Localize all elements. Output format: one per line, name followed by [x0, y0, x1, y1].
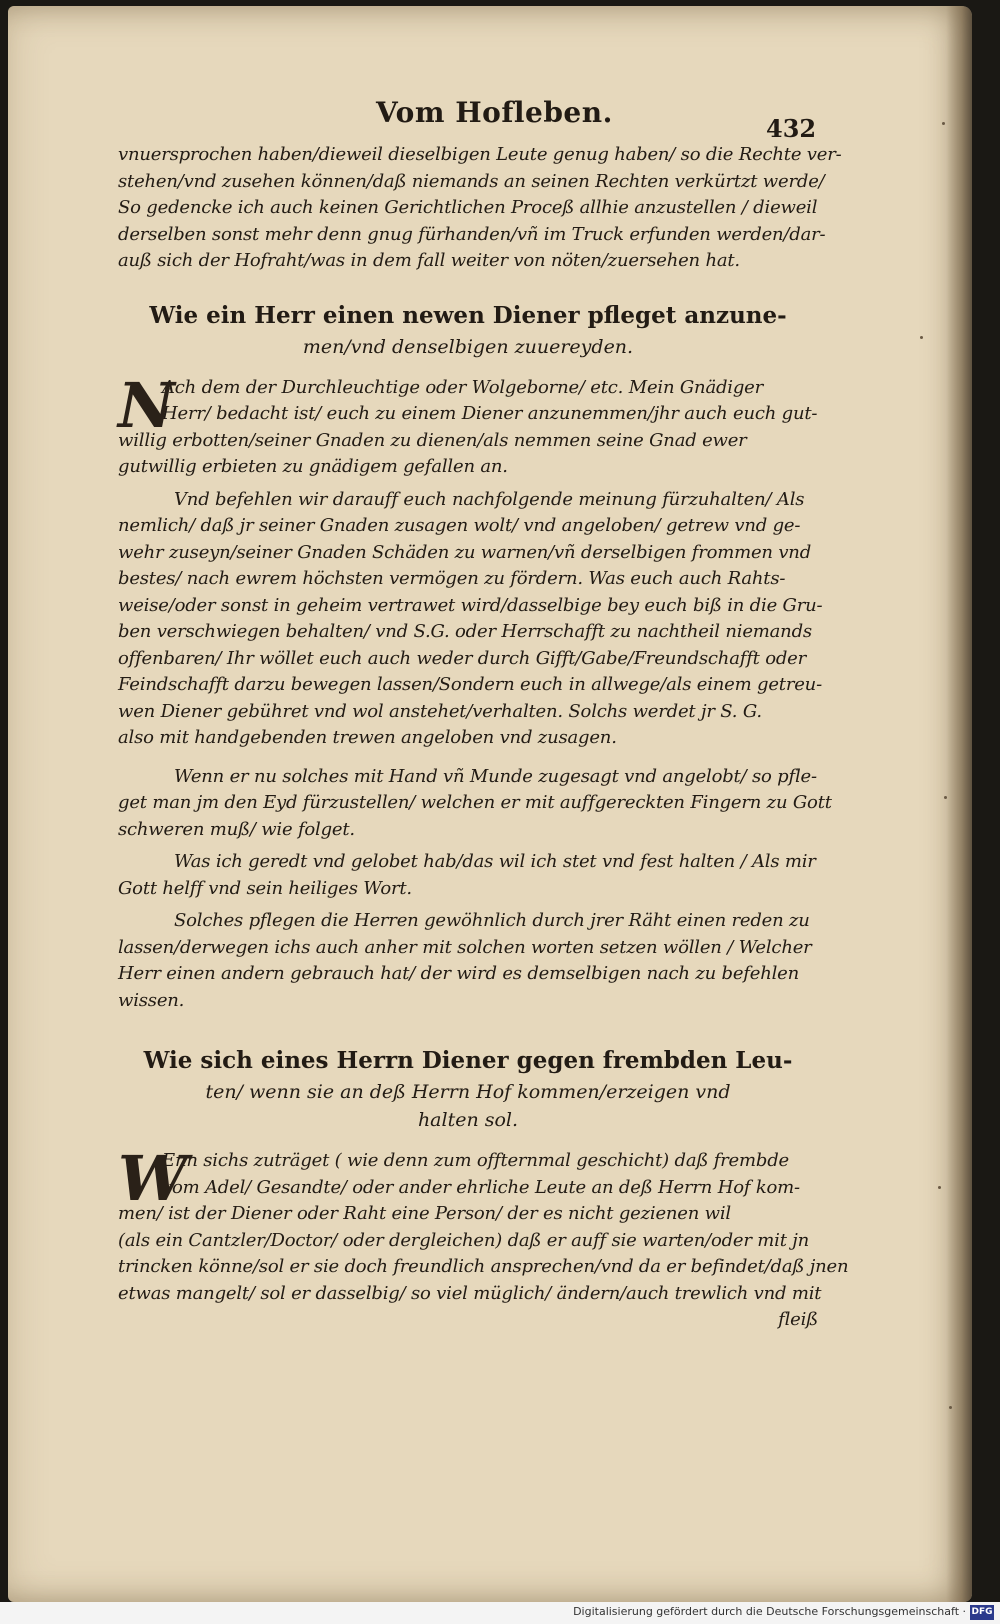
text-line: (als ein Cantzler/Doctor/ oder dergleichen) daß er auff sie warten/oder mit jn: [118, 1229, 810, 1251]
footer-credit: Digitalisierung gefördert durch die Deutsche Forschungsgemeinschaft ·: [573, 1605, 966, 1618]
text-line: Enn sichs zuträget ( wie denn zum offternmal geschicht) daß frembde: [162, 1150, 789, 1171]
page-edge-shadow: [946, 6, 972, 1602]
text-line: gutwillig erbieten zu gnädigem gefallen an.: [118, 456, 508, 477]
text-line: offenbaren/ Ihr wöllet euch auch weder durch Gifft/Gabe/Freundschafft oder: [118, 647, 807, 669]
text-line: auß sich der Hofraht/was in dem fall weiter von nöten/zuersehen hat.: [118, 250, 740, 271]
text-line: get man jm den Eyd fürzustellen/ welchen er mit auffgereckten Fingern zu Gott: [118, 792, 832, 813]
opening-paragraph: [118, 142, 842, 275]
text-line: Was ich geredt vnd gelobet hab/das wil ich stet vnd fest halten / Als mir: [174, 851, 816, 872]
text-line: Solches pflegen die Herren gewöhnlich durch jrer Räht einen reden zu: [174, 910, 810, 931]
catchword: fleiß: [778, 1309, 818, 1330]
paper-speck: [942, 122, 945, 125]
paper-speck: [949, 1406, 952, 1409]
page-content: [118, 94, 849, 1334]
text-line: nemlich/ daß jr seiner Gnaden zusagen wolt/ vnd angeloben/ getrew vnd ge-: [118, 515, 801, 536]
text-line: Herr/ bedacht ist/ euch zu einem Diener anzunemmen/jhr auch euch gut-: [162, 403, 818, 424]
text-line: willig erbotten/seiner Gnaden zu dienen/als nemmen seine Gnad ewer: [118, 429, 747, 451]
text-line: Ach dem der Durchleuchtige oder Wolgeborne/ etc. Mein Gnädiger: [162, 376, 764, 398]
paragraph-with-initial: [118, 368, 818, 481]
text-line: wissen.: [118, 989, 185, 1011]
running-head: [118, 94, 818, 142]
text-line: Vnd befehlen wir darauff euch nachfolgende meinung fürzuhalten/ Als: [174, 488, 805, 510]
drop-capital: W: [118, 1142, 188, 1215]
heading-line: Wie ein Herr einen newen Diener pfleget anzune-: [149, 301, 787, 329]
paper-speck: [944, 796, 947, 799]
paper-speck: [938, 1186, 941, 1189]
text-line: So gedencke ich auch keinen Gerichtlichen Proceß allhie anzustellen / dieweil: [118, 197, 818, 218]
heading-line: Wie sich eines Herrn Diener gegen frembden Leu-: [143, 1047, 793, 1074]
text-line: wehr zuseyn/seiner Gnaden Schäden zu warnen/vñ derselbigen frommen vnd: [118, 541, 812, 563]
paper-speck: [920, 336, 923, 339]
text-line: etwas mangelt/ sol er dasselbig/ so viel müglich/ ändern/auch trewlich vnd mit: [118, 1282, 822, 1304]
book-page: [8, 6, 972, 1602]
oath-paragraph: [118, 849, 818, 902]
text-line: men/ ist der Diener oder Raht eine Person/ der es nicht gezienen wil: [118, 1203, 731, 1224]
digitization-footer: [0, 1602, 1000, 1624]
text-line: also mit handgebenden trewen angeloben vnd zusagen.: [118, 727, 617, 748]
text-line: wen Diener gebühret vnd wol anstehet/verhalten. Solchs werdet jr S. G.: [118, 700, 762, 722]
section-heading: [118, 299, 818, 361]
heading-line: halten sol.: [417, 1109, 519, 1131]
paragraph: [118, 487, 823, 752]
page-number: 432: [766, 114, 817, 143]
text-line: vom Adel/ Gesandte/ oder ander ehrliche Leute an deß Herrn Hof kom-: [162, 1176, 800, 1198]
drop-capital: N: [118, 368, 175, 442]
section-heading: [118, 1044, 818, 1134]
text-line: vnuersprochen haben/dieweil dieselbigen Leute genug haben/ so die Rechte ver-: [118, 144, 842, 165]
text-line: stehen/vnd zusehen können/daß niemands an seinen Rechten verkürtzt werde/: [118, 170, 825, 192]
paragraph-with-initial: [118, 1142, 849, 1334]
text-line: bestes/ nach ewrem höchsten vermögen zu fördern. Was euch auch Rahts-: [118, 568, 786, 589]
heading-line: men/vnd denselbigen zuuereyden.: [302, 335, 634, 358]
dfg-logo: DFG: [970, 1605, 994, 1620]
text-line: schweren muß/ wie folget.: [118, 818, 355, 840]
text-line: Wenn er nu solches mit Hand vñ Munde zugesagt vnd angelobt/ so pfle-: [174, 765, 817, 787]
heading-line: ten/ wenn sie an deß Herrn Hof kommen/erzeigen vnd: [205, 1081, 731, 1103]
text-line: Herr einen andern gebrauch hat/ der wird es demselbigen nach zu befehlen: [118, 963, 800, 984]
text-line: lassen/derwegen ichs auch anher mit solchen worten setzen wöllen / Welcher: [118, 936, 812, 958]
running-title: Vom Hofleben.: [376, 96, 613, 129]
text-line: ben verschwiegen behalten/ vnd S.G. oder Herrschafft zu nachtheil niemands: [118, 621, 812, 642]
text-line: Gott helff vnd sein heiliges Wort.: [118, 877, 412, 899]
paragraph: [118, 908, 818, 1014]
text-line: trincken könne/sol er sie doch freundlich ansprechen/vnd da er befindet/daß jnen: [118, 1256, 849, 1277]
text-line: derselben sonst mehr denn gnug fürhanden/vñ im Truck erfunden werden/dar-: [118, 223, 826, 245]
paragraph: [118, 764, 832, 844]
text-line: weise/oder sonst in geheim vertrawet wird/dasselbige bey euch biß in die Gru-: [118, 594, 823, 616]
text-line: Feindschafft darzu bewegen lassen/Sondern euch in allwege/als einem getreu-: [118, 674, 822, 695]
